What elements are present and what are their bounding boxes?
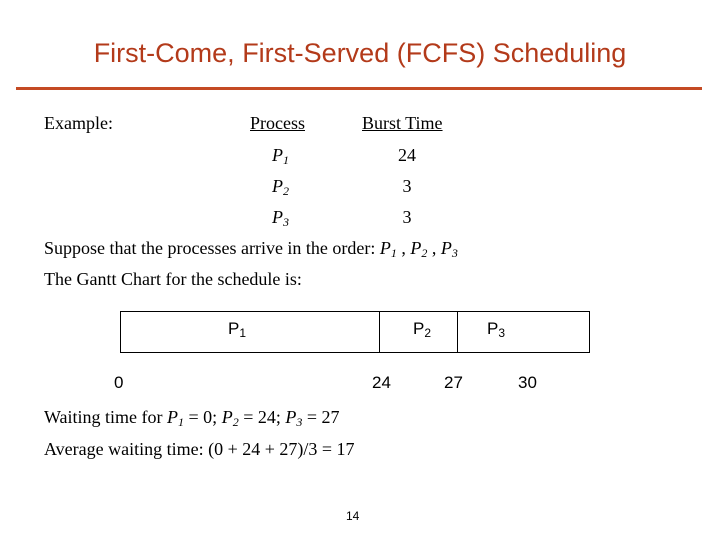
burst-p1: 24 [398,145,416,165]
gantt-label-p1: $P_1$ [228,319,247,340]
burst-p3: 3 [402,207,412,227]
gantt-tick: 0 [114,373,124,392]
gantt-tick: 27 [444,373,463,392]
arrival-order-text: Suppose that the processes arrive in the order: $P_1$ , $P_2$ , $P_3$ [44,238,458,260]
gantt-tick: 30 [518,373,537,392]
gantt-tick: 24 [372,373,391,392]
gantt-label-p2: $P_2$ [413,319,432,340]
slide-title: First-Come, First-Served (FCFS) Scheduling [93,38,627,68]
header-burst-time: Burst Time [362,113,443,133]
process-p3: $P_3$ [272,207,289,229]
page-number: 14 [346,509,360,523]
gantt-label-p3: $P_3$ [487,319,506,340]
gantt-divider [379,311,380,353]
header-process: Process [250,113,305,133]
gantt-divider [457,311,458,353]
process-p2: $P_2$ [272,176,289,198]
gantt-chart [120,311,590,353]
waiting-time-text: Waiting time for $P_1 = 0$; $P_2 = 24$; $P_3 = 27$ [44,407,340,429]
example-label: Example: [44,113,113,133]
title-underline [16,87,702,90]
average-waiting-text: Average waiting time: (0 + 24 + 27)/3 = 17 [44,439,355,459]
gantt-intro-text: The Gantt Chart for the schedule is: [44,269,302,289]
burst-p2: 3 [402,176,412,196]
process-p1: $P_1$ [272,145,289,167]
